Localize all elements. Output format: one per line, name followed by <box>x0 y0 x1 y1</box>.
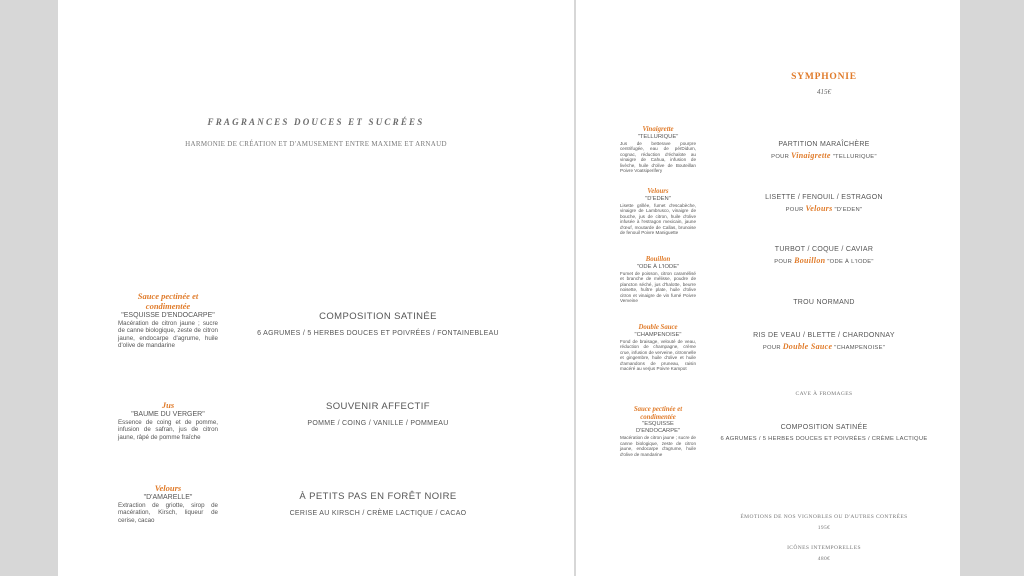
sauce-block <box>620 256 696 304</box>
wine-pairing: ÉMOTIONS DE NOS VIGNOBLES OU D'AUTRES CONTRÉES <box>740 514 908 520</box>
left-page <box>58 0 574 576</box>
sauce-description: Jus de betterave pourpre centrifugée, eau de pérDidum, cognac, réduction d'échalote au vinaigre de Cahua, infusion de livèche, huile d'olive de Bouteillan Poivre Voatsiperifery <box>620 140 696 174</box>
sauce-heading: Velours <box>154 483 182 493</box>
wine-pairing-price: 480€ <box>817 556 831 562</box>
menu-item <box>716 246 932 265</box>
wine-pairing-price: 195€ <box>817 525 831 531</box>
menu-price: 415€ <box>817 88 831 96</box>
menu-item <box>716 332 932 351</box>
menu-item <box>716 194 932 213</box>
sauce-highlight: Double Sauce <box>782 342 833 351</box>
sauce-highlight: Velours <box>805 204 833 213</box>
course-block <box>228 401 528 427</box>
sauce-highlight: Bouillon <box>794 256 826 265</box>
sauce-heading: Sauce pectinée et condimentée <box>633 406 683 421</box>
sauce-highlight: Vinaigrette <box>791 151 831 160</box>
sauce-heading: Vinaigrette <box>642 126 674 133</box>
sauce-heading: Bouillon <box>645 256 671 263</box>
menu-item-title: RIS DE VEAU / BLETTE / CHARDONNAY <box>753 332 895 339</box>
sauce-heading: Velours <box>647 188 669 195</box>
sauce-block <box>118 400 218 441</box>
menu-item-title: COMPOSITION SATINÉE <box>780 424 868 431</box>
menu-item-sauce: POUR Vinaigrette "TELLURIQUE" <box>771 151 877 160</box>
sauce-name: "D'AMARELLE" <box>143 494 193 501</box>
menu-item-sauce: POUR Double Sauce "CHAMPENOISE" <box>762 342 886 351</box>
course-description: CERISE AU KIRSCH / CRÈME LACTIQUE / CACAO <box>289 510 467 517</box>
menu-item-title: PARTITION MARAÎCHÈRE <box>778 141 870 148</box>
course-description: POMME / COING / VANILLE / POMMEAU <box>307 420 449 427</box>
menu-item-sauce: POUR Bouillon "ODE À L'IODE" <box>774 256 874 265</box>
page-subtitle: HARMONIE DE CRÉATION ET D'AMUSEMENT ENTRE MAXIME ET ARNAUD <box>185 140 447 148</box>
menu-item <box>706 424 942 442</box>
sauce-block <box>118 291 218 349</box>
sauce-name: "D'EDEN" <box>645 195 671 202</box>
cheese-course: CAVE À FROMAGES <box>795 391 853 397</box>
page-title: FRAGRANCES DOUCES ET SUCRÉES <box>207 117 425 127</box>
course-description: 6 AGRUMES / 5 HERBES DOUCES ET POIVRÉES / FONTAINEBLEAU <box>257 330 499 337</box>
sauce-description: Fond de braisage, velouté de veau, réduction de champagne, crème crue, infusion de verveine, citronnelle et gingembre, huile d'olive et huile d'amandons de pruneau, raisin macéré au verjus Poivre Kampot <box>620 338 696 372</box>
course-title: COMPOSITION SATINÉE <box>319 311 437 322</box>
sauce-block <box>620 126 696 174</box>
sauce-name: "ODE À L'IODE" <box>636 263 680 270</box>
sauce-block <box>620 188 696 236</box>
sauce-name: "ESQUISSE D'ENDOCARPE" <box>635 421 681 434</box>
course-title: SOUVENIR AFFECTIF <box>326 401 430 412</box>
sauce-heading: Double Sauce <box>638 324 678 331</box>
sauce-description: Macération de citron jaune ; sucre de canne biologique, zeste de citron jaune, endocarpe d'agrume, huile d'olive de mandarine <box>620 435 696 457</box>
sauce-block <box>620 406 696 457</box>
sauce-description: Fumet de poisson, citron caramélisé et branche de mélisse, poudre de plancton séché, jus d'halotte, beurre noisette, huître plate, huile d'olive citron et vinaigre de vin fumé Poivre Verveine <box>620 270 696 304</box>
sauce-name: "ESQUISSE D'ENDOCARPE" <box>121 312 215 319</box>
sauce-name: "CHAMPENOISE" <box>634 331 682 338</box>
wine-pairing: ICÔNES INTEMPORELLES <box>787 545 861 551</box>
sauce-block <box>620 324 696 372</box>
menu-item-title: TURBOT / COQUE / CAVIAR <box>774 246 874 253</box>
sauce-block <box>118 483 218 524</box>
right-page <box>576 0 960 576</box>
menu-title: SYMPHONIE <box>791 72 857 82</box>
menu-item-title: TROU NORMAND <box>793 299 855 306</box>
menu-item <box>716 299 932 306</box>
menu-item-description: 6 AGRUMES / 5 HERBES DOUCES ET POIVRÉES / CRÈME LACTIQUE <box>720 436 928 442</box>
menu-item <box>716 141 932 160</box>
course-block <box>228 491 528 517</box>
sauce-description: Macération de citron jaune ; sucre de canne biologique, zeste de citron jaune, endocarpe d'agrume, huile d'olive de mandarine <box>118 320 218 349</box>
sauce-description: Extraction de griotte, sirop de macération, Kirsch, liqueur de cerise, cacao <box>118 502 218 524</box>
course-block <box>228 311 528 337</box>
sauce-name: "BAUME DU VERGER" <box>131 411 205 418</box>
sauce-description: Lisette grillée, fumet d'escabèche, vinaigre de Lambrusco, vinaigre de bouche, jus de citron, huile d'olive infusée à l'estragon mexicain, jaune d'œuf, moutarde de Callas, brunoise de fenouil Poivre Maniguette <box>620 202 696 236</box>
menu-item-sauce: POUR Velours "D'EDEN" <box>785 204 863 213</box>
sauce-heading: Sauce pectinée et condimentée <box>137 291 199 311</box>
sauce-description: Essence de coing et de pomme, infusion de safran, jus de citron jaune, râpé de pomme fraîche <box>118 419 218 441</box>
sauce-name: "TELLURIQUE" <box>637 133 679 140</box>
course-title: À PETITS PAS EN FORÊT NOIRE <box>299 491 457 502</box>
sauce-heading: Jus <box>161 400 175 410</box>
menu-item-title: LISETTE / FENOUIL / ESTRAGON <box>765 194 883 201</box>
